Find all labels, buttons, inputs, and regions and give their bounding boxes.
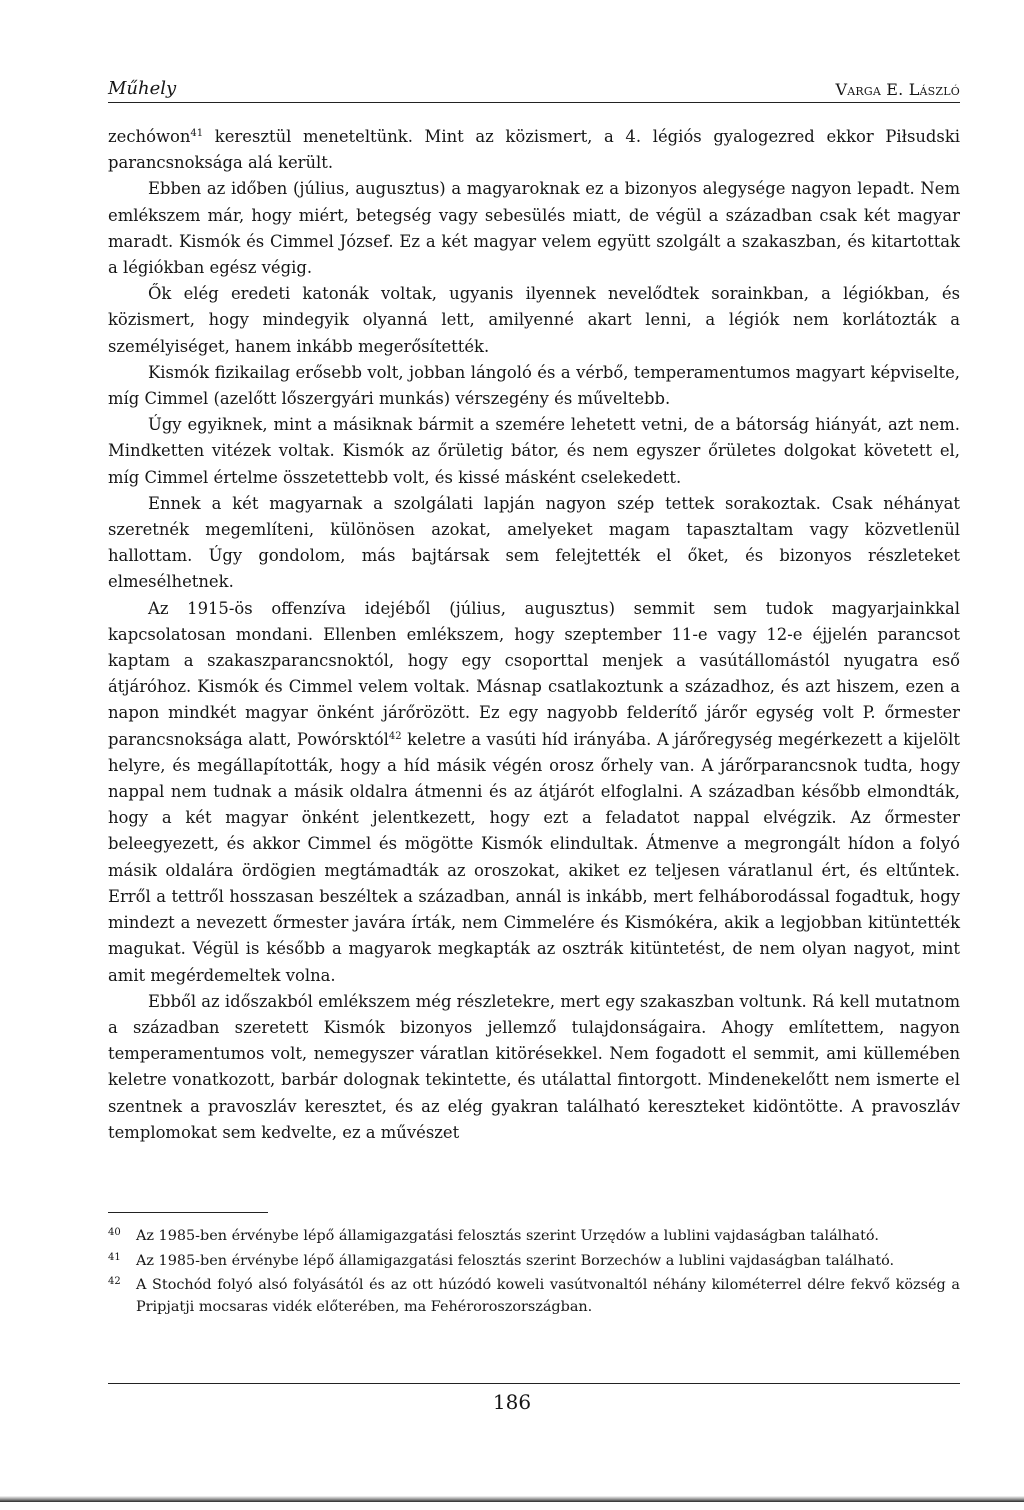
footnote-ref-41[interactable]: 41 <box>190 128 204 139</box>
footnote-40 <box>108 1226 960 1248</box>
section-title: Műhely <box>108 78 177 99</box>
footnote-text: Az 1985-ben érvénybe lépő államigazgatási felosztás szerint Urzędów a lublini vajdaságban található. <box>136 1228 879 1244</box>
paragraph-2: Ebben az időben (július, augusztus) a magyaroknak ez a bizonyos alegysége nagyon lepadt. Nem emlékszem már, hogy miért, betegség vagy sebesülés miatt, de végül a században csak két magyar maradt. Kismók és Cimmel József. Ez a két magyar velem együtt szolgált a szakaszban, és kitartottak a légiókban egész végig. <box>108 179 960 278</box>
paragraph-7 <box>108 596 960 989</box>
bottom-rule <box>108 1383 960 1384</box>
footnote-number: 42 <box>108 1276 121 1287</box>
paragraph-1-text-b: keresztül meneteltünk. Mint az közismert, a 4. légiós gyalogezred ekkor Piłsudski parancsnoksága alá került. <box>108 127 960 173</box>
paragraph-1 <box>108 124 960 176</box>
footnote-number: 41 <box>108 1251 121 1263</box>
scan-edge-shadow <box>0 1496 1024 1502</box>
footnote-text: A Stochód folyó alsó folyásától és az ott húzódó koweli vasútvonaltól néhány kilométerrel délre fekvő község a Pripjatji mocsaras vidék előterében, ma Fehéroroszországban. <box>136 1277 960 1315</box>
paragraph-5: Úgy egyiknek, mint a másiknak bármit a szemére lehetett vetni, de a bátorság hiányát, azt nem. Mindketten vitézek voltak. Kismók az őrületig bátor, és nem egyszer őrületes dolgokat követett el, míg Cimmel értelme összetettebb volt, és kissé másként cselekedett. <box>108 415 960 487</box>
paragraph-6: Ennek a két magyarnak a szolgálati lapján nagyon szép tettek sorakoztak. Csak néhányat szeretnék megemlíteni, különösen azokat, amelyeket magam tapasztaltam vagy közvetlenül hallottam. Úgy gondolom, más bajtársak sem felejtették el őket, és bizonyos részleteket elmesélhetnek. <box>108 493 960 592</box>
paragraph-7-text-a: Az 1915-ös offenzíva idejéből (július, augusztus) semmit sem tudok magyarjainkkal kapcsolatosan mondani. Ellenben emlékszem, hogy szeptember 11-e vagy 12-e éjjelén parancsot kaptam a szakaszparancsnoktól, hogy egy csoporttal menjek a vasútállomástól nyugatra eső átjáróhoz. Kismók és Cimmel velem voltak. Másnap csatlakoztunk a századhoz, és azt hiszem, ezen a napon mindkét magyar önként járőrözött. Ez egy nagyobb felderítő járőr egység volt P. őrmester parancsnoksága alatt, Powórsktól <box>108 598 960 749</box>
footnotes <box>108 1226 960 1321</box>
footnote-separator <box>108 1212 268 1213</box>
running-header <box>108 76 960 103</box>
author-name: Varga E. László <box>835 80 960 99</box>
paragraph-3: Ők elég eredeti katonák voltak, ugyanis ilyennek nevelődtek sorainkban, a légiókban, és közismert, hogy mindegyik olyanná lett, amilyenné akart lenni, a légiók nem korlátozták a személyiséget, hanem inkább megerősítették. <box>108 284 960 356</box>
page-number: 186 <box>492 1390 532 1414</box>
footnote-ref-42[interactable]: 42 <box>388 730 402 742</box>
footnote-41 <box>108 1251 960 1273</box>
paragraph-4: Kismók fizikailag erősebb volt, jobban lángoló és a vérbő, temperamentumos magyart képviselte, míg Cimmel (azelőtt lőszergyári munkás) vérszegény és műveltebb. <box>108 362 960 409</box>
paragraph-8: Ebből az időszakból emlékszem még részletekre, mert egy szakaszban voltunk. Rá kell mutatnom a században szeretett Kismók bizonyos jellemző tulajdonságaira. Ahogy említettem, nagyon temperamentumos volt, nemegyszer váratlan kitörésekkel. Nem fogadott el semmit, ami küllemében keletre vonatkozott, barbár dolognak tekintette, és utálattal fintorgott. Mindenekelőtt nem ismerte el szentnek a pravoszláv keresztet, és az elég gyakran található kereszteket kidöntötte. A pravoszláv templomokat sem kedvelte, ez a művészet <box>108 991 960 1142</box>
body-text <box>108 124 960 1146</box>
paragraph-7-text-b: keletre a vasúti híd irányába. A járőregység megérkezett a kijelölt helyre, és megállapították, hogy a híd másik végén orosz őrhely van. A járőrparancsnok tudta, hogy nappal nem tudnak a másik oldalra átmenni és az átjárót elfoglalni. A században később elmondták, hogy a két magyar önként jelentkezett, hogy ezt a feladatot nappal elvégzik. Az őrmester beleegyezett, és akkor Cimmel és mögötte Kismók elindultak. Átmenve a megrongált hídon a folyó másik oldalára ördögien megtámadták az oroszokat, akiket ez teljesen váratlanul ért, és eltűntek. Erről a tettről hosszasan beszéltek a században, annál is inkább, mert felháborodással fogadtuk, hogy mindezt a nevezett őrmester javára írták, nem Cimmelére és Kismókéra, akik a legjobban kitüntették magukat. Végül is később a magyarok megkapták az osztrák kitüntetést, de nem olyan nagyot, mint amit megérdemeltek volna. <box>108 729 960 985</box>
footnote-42 <box>108 1275 960 1318</box>
paragraph-1-text-a: zechówon <box>108 127 191 146</box>
footnote-number: 40 <box>108 1227 121 1238</box>
footnote-text: Az 1985-ben érvénybe lépő államigazgatási felosztás szerint Borzechów a lublini vajdaságban található. <box>136 1252 895 1269</box>
